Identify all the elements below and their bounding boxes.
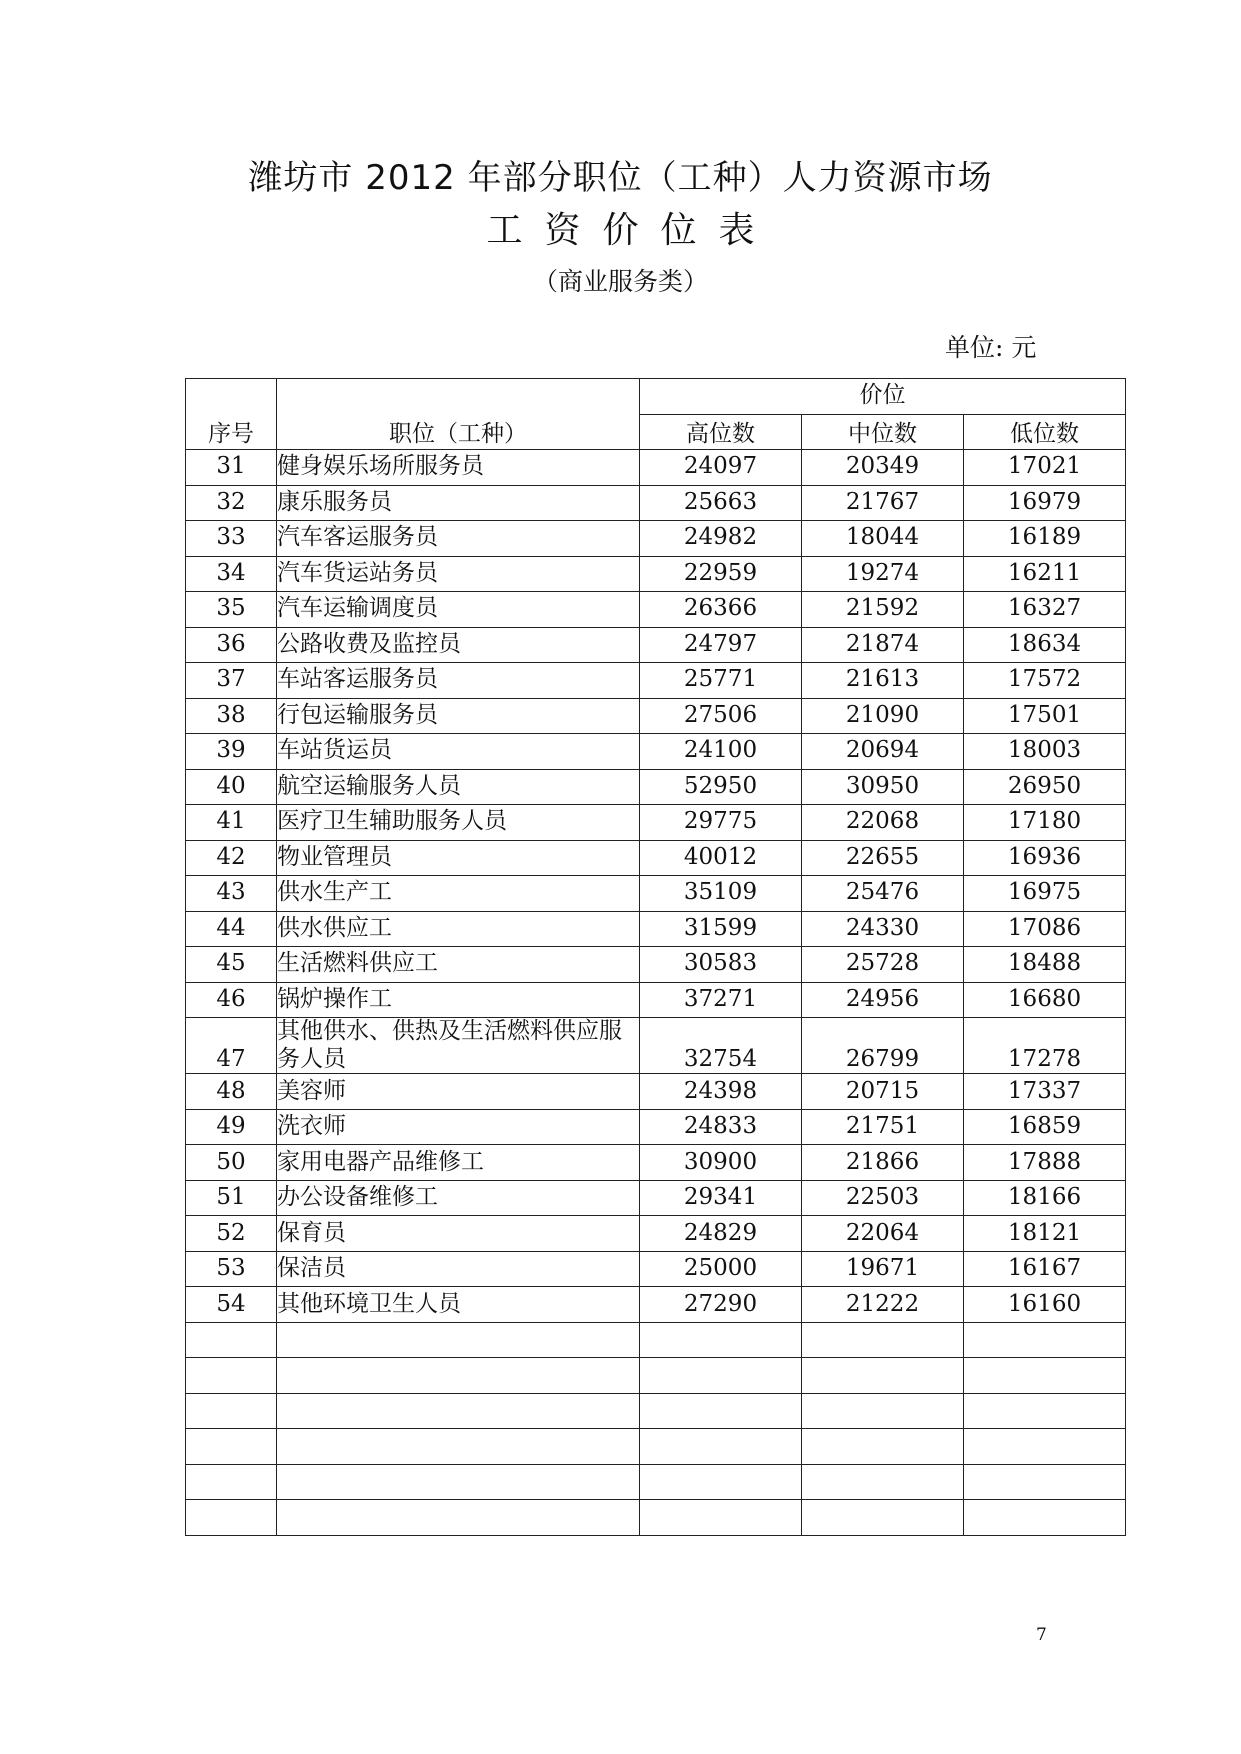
row-low: 16859 — [964, 1109, 1126, 1145]
row-seq: 46 — [186, 982, 277, 1018]
table-row — [186, 911, 1126, 947]
empty-cell — [640, 1464, 802, 1500]
row-high: 24097 — [640, 450, 802, 486]
empty-cell — [186, 1393, 277, 1429]
row-seq: 47 — [186, 1018, 277, 1074]
row-mid: 21613 — [802, 663, 964, 699]
row-mid: 21751 — [802, 1109, 964, 1145]
row-mid: 21222 — [802, 1287, 964, 1323]
table-row — [186, 1018, 1126, 1074]
row-high: 30583 — [640, 947, 802, 983]
row-low: 17888 — [964, 1145, 1126, 1181]
empty-cell — [802, 1500, 964, 1536]
row-low: 16160 — [964, 1287, 1126, 1323]
row-low: 16979 — [964, 485, 1126, 521]
empty-cell — [802, 1429, 964, 1465]
row-position: 供水生产工 — [277, 876, 640, 912]
row-position: 汽车运输调度员 — [277, 592, 640, 628]
empty-cell — [640, 1393, 802, 1429]
row-mid: 19274 — [802, 556, 964, 592]
row-seq: 44 — [186, 911, 277, 947]
row-high: 29341 — [640, 1180, 802, 1216]
wage-table — [185, 378, 1126, 1536]
row-mid: 24330 — [802, 911, 964, 947]
row-position: 锅炉操作工 — [277, 982, 640, 1018]
table-row — [186, 1109, 1126, 1145]
empty-cell — [277, 1393, 640, 1429]
table-row — [186, 521, 1126, 557]
empty-cell — [277, 1464, 640, 1500]
header-price-group: 价位 — [640, 379, 1126, 415]
row-low: 17086 — [964, 911, 1126, 947]
row-high: 35109 — [640, 876, 802, 912]
row-position: 物业管理员 — [277, 840, 640, 876]
row-high: 24398 — [640, 1074, 802, 1110]
table-row — [186, 663, 1126, 699]
table-row — [186, 627, 1126, 663]
row-low: 17572 — [964, 663, 1126, 699]
row-seq: 37 — [186, 663, 277, 699]
row-low: 17021 — [964, 450, 1126, 486]
table-row — [186, 1251, 1126, 1287]
row-seq: 52 — [186, 1216, 277, 1252]
row-position: 航空运输服务人员 — [277, 769, 640, 805]
empty-cell — [802, 1393, 964, 1429]
header-position: 职位（工种） — [277, 379, 640, 450]
row-high: 31599 — [640, 911, 802, 947]
row-low: 17278 — [964, 1018, 1126, 1074]
row-position: 供水供应工 — [277, 911, 640, 947]
row-seq: 33 — [186, 521, 277, 557]
row-mid: 22503 — [802, 1180, 964, 1216]
unit-label: 单位: 元 — [945, 333, 1037, 362]
header-low: 低位数 — [964, 414, 1126, 450]
row-mid: 21866 — [802, 1145, 964, 1181]
row-mid: 24956 — [802, 982, 964, 1018]
empty-row — [186, 1464, 1126, 1500]
row-high: 29775 — [640, 805, 802, 841]
table-row — [186, 698, 1126, 734]
row-position: 其他环境卫生人员 — [277, 1287, 640, 1323]
table-row — [186, 1287, 1126, 1323]
row-high: 24829 — [640, 1216, 802, 1252]
empty-cell — [964, 1464, 1126, 1500]
row-high: 52950 — [640, 769, 802, 805]
row-low: 17337 — [964, 1074, 1126, 1110]
table-row — [186, 805, 1126, 841]
subtitle: （商业服务类） — [532, 267, 708, 296]
row-low: 26950 — [964, 769, 1126, 805]
row-high: 24982 — [640, 521, 802, 557]
table-row — [186, 556, 1126, 592]
row-mid: 21592 — [802, 592, 964, 628]
row-high: 32754 — [640, 1018, 802, 1074]
row-seq: 42 — [186, 840, 277, 876]
row-high: 25771 — [640, 663, 802, 699]
table-row — [186, 592, 1126, 628]
row-low: 17501 — [964, 698, 1126, 734]
row-high: 24833 — [640, 1109, 802, 1145]
row-position: 汽车货运站务员 — [277, 556, 640, 592]
row-position: 车站货运员 — [277, 734, 640, 770]
empty-cell — [186, 1358, 277, 1394]
row-high: 24100 — [640, 734, 802, 770]
empty-cell — [964, 1393, 1126, 1429]
row-position: 保洁员 — [277, 1251, 640, 1287]
row-position: 办公设备维修工 — [277, 1180, 640, 1216]
row-seq: 43 — [186, 876, 277, 912]
empty-cell — [640, 1500, 802, 1536]
table-row — [186, 769, 1126, 805]
row-mid: 18044 — [802, 521, 964, 557]
row-mid: 19671 — [802, 1251, 964, 1287]
row-low: 16167 — [964, 1251, 1126, 1287]
empty-cell — [964, 1358, 1126, 1394]
row-position: 公路收费及监控员 — [277, 627, 640, 663]
table-row — [186, 485, 1126, 521]
row-low: 16975 — [964, 876, 1126, 912]
table-row — [186, 734, 1126, 770]
row-low: 18488 — [964, 947, 1126, 983]
empty-cell — [186, 1322, 277, 1358]
table-row — [186, 1180, 1126, 1216]
row-high: 24797 — [640, 627, 802, 663]
row-seq: 35 — [186, 592, 277, 628]
empty-cell — [277, 1358, 640, 1394]
row-seq: 53 — [186, 1251, 277, 1287]
row-low: 17180 — [964, 805, 1126, 841]
row-high: 27290 — [640, 1287, 802, 1323]
empty-cell — [640, 1358, 802, 1394]
row-seq: 54 — [186, 1287, 277, 1323]
row-position: 健身娱乐场所服务员 — [277, 450, 640, 486]
row-low: 16211 — [964, 556, 1126, 592]
row-low: 16189 — [964, 521, 1126, 557]
page-title: 潍坊市 2012 年部分职位（工种）人力资源市场 — [248, 158, 993, 198]
empty-row — [186, 1393, 1126, 1429]
row-mid: 20694 — [802, 734, 964, 770]
empty-cell — [964, 1500, 1126, 1536]
row-seq: 50 — [186, 1145, 277, 1181]
row-mid: 25728 — [802, 947, 964, 983]
header-high: 高位数 — [640, 414, 802, 450]
row-position: 行包运输服务员 — [277, 698, 640, 734]
empty-cell — [277, 1429, 640, 1465]
row-low: 18634 — [964, 627, 1126, 663]
empty-row — [186, 1322, 1126, 1358]
row-seq: 41 — [186, 805, 277, 841]
row-low: 18166 — [964, 1180, 1126, 1216]
empty-cell — [186, 1500, 277, 1536]
empty-cell — [802, 1322, 964, 1358]
table-row — [186, 1145, 1126, 1181]
empty-cell — [640, 1322, 802, 1358]
empty-cell — [964, 1429, 1126, 1465]
row-high: 25000 — [640, 1251, 802, 1287]
row-seq: 36 — [186, 627, 277, 663]
row-position: 生活燃料供应工 — [277, 947, 640, 983]
row-mid: 21874 — [802, 627, 964, 663]
row-mid: 22655 — [802, 840, 964, 876]
table-row — [186, 982, 1126, 1018]
empty-cell — [640, 1429, 802, 1465]
table-row — [186, 876, 1126, 912]
row-mid: 21090 — [802, 698, 964, 734]
row-high: 40012 — [640, 840, 802, 876]
row-high: 26366 — [640, 592, 802, 628]
row-position: 美容师 — [277, 1074, 640, 1110]
row-position: 保育员 — [277, 1216, 640, 1252]
row-seq: 38 — [186, 698, 277, 734]
table-row — [186, 450, 1126, 486]
row-high: 22959 — [640, 556, 802, 592]
row-low: 16327 — [964, 592, 1126, 628]
empty-cell — [277, 1500, 640, 1536]
row-low: 18121 — [964, 1216, 1126, 1252]
page-title-line2: 工资价位表 — [486, 210, 777, 251]
row-seq: 31 — [186, 450, 277, 486]
row-mid: 30950 — [802, 769, 964, 805]
empty-cell — [277, 1322, 640, 1358]
row-low: 16680 — [964, 982, 1126, 1018]
row-seq: 34 — [186, 556, 277, 592]
page-number: 7 — [1036, 1625, 1047, 1645]
table-row — [186, 840, 1126, 876]
row-position: 康乐服务员 — [277, 485, 640, 521]
row-seq: 51 — [186, 1180, 277, 1216]
row-mid: 22064 — [802, 1216, 964, 1252]
row-high: 25663 — [640, 485, 802, 521]
row-position: 洗衣师 — [277, 1109, 640, 1145]
empty-row — [186, 1358, 1126, 1394]
empty-cell — [802, 1464, 964, 1500]
empty-cell — [802, 1358, 964, 1394]
table-row — [186, 1074, 1126, 1110]
row-high: 37271 — [640, 982, 802, 1018]
row-position: 其他供水、供热及生活燃料供应服务人员 — [277, 1018, 640, 1074]
header-mid: 中位数 — [802, 414, 964, 450]
row-position: 汽车客运服务员 — [277, 521, 640, 557]
empty-row — [186, 1429, 1126, 1465]
row-mid: 21767 — [802, 485, 964, 521]
header-seq: 序号 — [186, 379, 277, 450]
row-seq: 49 — [186, 1109, 277, 1145]
row-position: 医疗卫生辅助服务人员 — [277, 805, 640, 841]
empty-row — [186, 1500, 1126, 1536]
row-mid: 20715 — [802, 1074, 964, 1110]
table-row — [186, 1216, 1126, 1252]
row-position: 家用电器产品维修工 — [277, 1145, 640, 1181]
row-seq: 48 — [186, 1074, 277, 1110]
row-mid: 22068 — [802, 805, 964, 841]
row-seq: 40 — [186, 769, 277, 805]
row-seq: 32 — [186, 485, 277, 521]
row-mid: 26799 — [802, 1018, 964, 1074]
row-high: 30900 — [640, 1145, 802, 1181]
row-low: 18003 — [964, 734, 1126, 770]
empty-cell — [964, 1322, 1126, 1358]
header-row-group — [186, 379, 1126, 415]
row-position: 车站客运服务员 — [277, 663, 640, 699]
empty-cell — [186, 1429, 277, 1465]
row-high: 27506 — [640, 698, 802, 734]
table-row — [186, 947, 1126, 983]
row-low: 16936 — [964, 840, 1126, 876]
row-mid: 25476 — [802, 876, 964, 912]
row-seq: 45 — [186, 947, 277, 983]
row-seq: 39 — [186, 734, 277, 770]
empty-cell — [186, 1464, 277, 1500]
row-mid: 20349 — [802, 450, 964, 486]
